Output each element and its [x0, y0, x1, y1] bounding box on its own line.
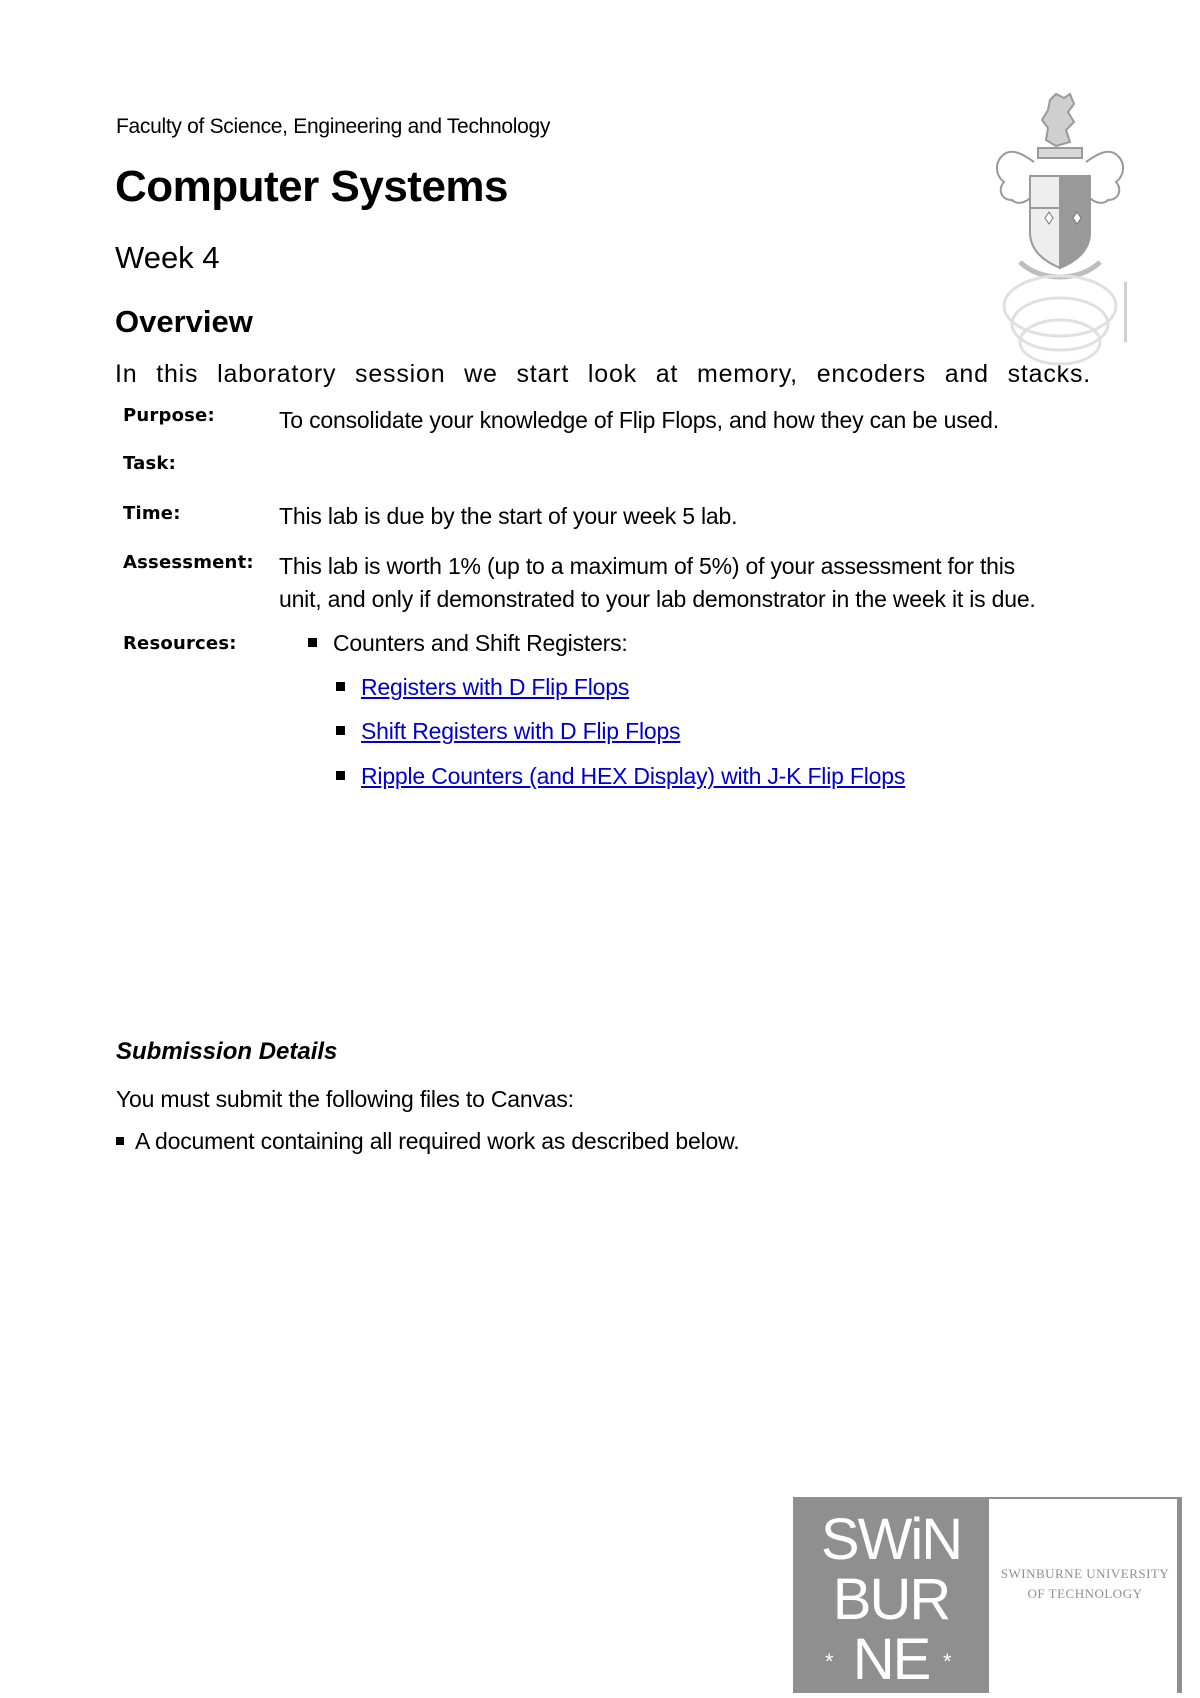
resources-heading-item: [308, 630, 628, 657]
submission-text: You must submit the following files to Canvas:: [116, 1086, 574, 1112]
page-title: Computer Systems: [115, 162, 509, 211]
assessment-line-2: unit, and only if demonstrated to your lab demonstrator in the week it is due.: [279, 586, 1036, 612]
svg-text:*: *: [825, 1649, 834, 1674]
time-label: Time:: [123, 503, 181, 524]
bullet-icon: [116, 1137, 124, 1145]
swinburne-wordmark-icon: [793, 1497, 989, 1693]
submission-item: [116, 1128, 739, 1155]
university-name-line-2: OF TECHNOLOGY: [1027, 1586, 1143, 1601]
svg-text:SWiN: SWiN: [820, 1507, 962, 1572]
registers-d-flip-flops-link[interactable]: Registers with D Flip Flops: [361, 674, 630, 700]
submission-heading: Submission Details: [116, 1038, 338, 1065]
time-value: This lab is due by the start of your week 5 lab.: [279, 503, 738, 529]
week-label: Week 4: [115, 240, 220, 275]
swinburne-logo: [793, 1497, 989, 1693]
ripple-counters-link[interactable]: Ripple Counters (and HEX Display) with J-K Flip Flops: [361, 763, 906, 789]
resource-link-item: [336, 674, 629, 701]
faculty-name: Faculty of Science, Engineering and Technology: [116, 115, 551, 138]
task-label: Task:: [123, 453, 176, 474]
submission-item-text: A document containing all required work as described below.: [135, 1128, 740, 1154]
bullet-icon: [308, 638, 317, 647]
assessment-line-1: This lab is worth 1% (up to a maximum of 5%) of your assessment for this: [279, 553, 1015, 579]
university-name: [1000, 1564, 1170, 1604]
assessment-label: Assessment:: [123, 552, 254, 573]
resources-label: Resources:: [123, 633, 237, 654]
shift-registers-link[interactable]: Shift Registers with D Flip Flops: [361, 718, 681, 744]
assessment-value: [279, 550, 1079, 616]
resources-heading: Counters and Shift Registers:: [333, 630, 628, 656]
bullet-icon: [336, 726, 345, 735]
university-crest-icon: [990, 92, 1130, 367]
university-name-line-1: SWINBURNE UNIVERSITY: [1000, 1566, 1170, 1581]
svg-text:BUR: BUR: [832, 1567, 950, 1632]
svg-text:NE: NE: [852, 1627, 930, 1692]
intro-paragraph: In this laboratory session we start look at memory, encoders and stacks.: [115, 360, 1091, 388]
bullet-icon: [336, 771, 345, 780]
resource-link-item: [336, 718, 680, 745]
bullet-icon: [336, 682, 345, 691]
purpose-value: To consolidate your knowledge of Flip Flops, and how they can be used.: [279, 407, 999, 433]
svg-text:*: *: [943, 1649, 952, 1674]
overview-heading: Overview: [115, 304, 253, 339]
purpose-label: Purpose:: [123, 405, 215, 426]
resource-link-item: [336, 763, 905, 790]
